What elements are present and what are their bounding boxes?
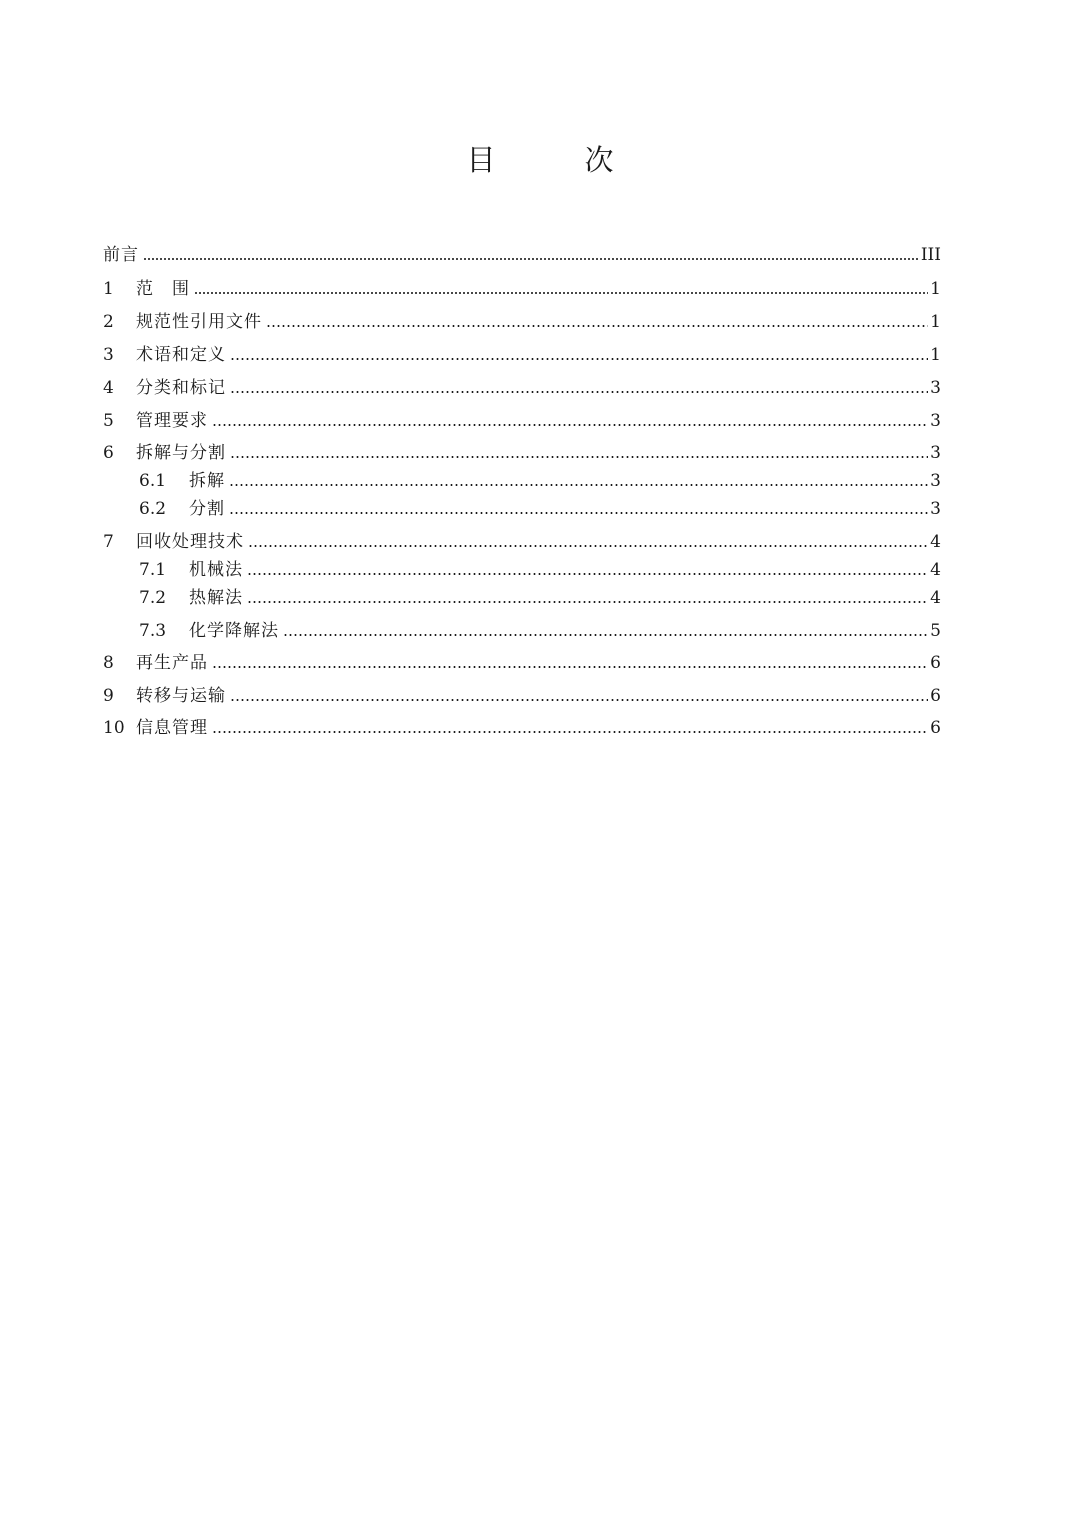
toc-entry-number: 7.3 bbox=[139, 621, 167, 641]
toc-entry-9[interactable] bbox=[103, 681, 941, 711]
dot-leader bbox=[230, 699, 928, 701]
toc-entry-title: 前言 bbox=[103, 245, 139, 265]
dot-leader bbox=[230, 358, 928, 360]
toc-entry-page: 1 bbox=[930, 279, 941, 299]
dot-leader bbox=[194, 292, 928, 294]
toc-entry-2[interactable] bbox=[103, 307, 941, 337]
toc-entry-title: 再生产品 bbox=[136, 653, 208, 673]
dot-leader bbox=[229, 512, 928, 514]
toc-entry-number: 2 bbox=[103, 312, 114, 332]
toc-entry-page: 4 bbox=[930, 588, 941, 608]
toc-entry-number: 6 bbox=[103, 443, 114, 463]
toc-entry-page: 1 bbox=[930, 345, 941, 365]
toc-entry-8[interactable] bbox=[103, 648, 941, 678]
toc-entry-number: 10 bbox=[103, 718, 125, 738]
toc-entry-page: 6 bbox=[930, 653, 941, 673]
toc-entry-title: 拆解与分割 bbox=[136, 443, 226, 463]
toc-entry-page: 3 bbox=[930, 443, 941, 463]
toc-entry-page: 4 bbox=[930, 532, 941, 552]
toc-entry-foreword[interactable] bbox=[103, 240, 941, 270]
dot-leader bbox=[143, 258, 919, 260]
toc-entry-title: 信息管理 bbox=[136, 718, 208, 738]
toc-entry-page: 6 bbox=[930, 686, 941, 706]
toc-entry-page: 3 bbox=[930, 499, 941, 519]
toc-entry-number: 7.2 bbox=[139, 588, 167, 608]
toc-entry-title: 分割 bbox=[189, 499, 225, 519]
dot-leader bbox=[283, 634, 928, 636]
toc-entry-number: 3 bbox=[103, 345, 114, 365]
toc-entry-number: 4 bbox=[103, 378, 114, 398]
toc-entry-title: 拆解 bbox=[189, 471, 225, 491]
toc-entry-page: 6 bbox=[930, 718, 941, 738]
toc-entry-title: 术语和定义 bbox=[136, 345, 226, 365]
toc-entry-6-1[interactable] bbox=[103, 466, 941, 496]
toc-entry-title: 回收处理技术 bbox=[136, 532, 244, 552]
toc-entry-7-1[interactable] bbox=[103, 555, 941, 585]
toc-entry-page: 4 bbox=[930, 560, 941, 580]
toc-entry-page: 5 bbox=[930, 621, 941, 641]
dot-leader bbox=[247, 573, 928, 575]
toc-entry-3[interactable] bbox=[103, 340, 941, 370]
dot-leader bbox=[229, 484, 928, 486]
toc-entry-number: 6.2 bbox=[139, 499, 167, 519]
toc-entry-6-2[interactable] bbox=[103, 494, 941, 524]
toc-entry-7-2[interactable] bbox=[103, 583, 941, 613]
dot-leader bbox=[247, 601, 928, 603]
toc-entry-7[interactable] bbox=[103, 527, 941, 557]
toc-entry-number: 7 bbox=[103, 532, 114, 552]
toc-entry-title: 化学降解法 bbox=[189, 621, 279, 641]
toc-entry-number: 9 bbox=[103, 686, 114, 706]
toc-entry-page: III bbox=[920, 245, 941, 265]
toc-entry-title: 转移与运输 bbox=[136, 686, 226, 706]
toc-entry-number: 7.1 bbox=[139, 560, 167, 580]
toc-entry-title: 规范性引用文件 bbox=[136, 312, 262, 332]
toc-entry-number: 1 bbox=[103, 279, 114, 299]
toc-entry-page: 3 bbox=[930, 471, 941, 491]
toc-entry-1[interactable] bbox=[103, 274, 941, 304]
dot-leader bbox=[212, 424, 928, 426]
dot-leader bbox=[248, 545, 928, 547]
toc-entry-title: 分类和标记 bbox=[136, 378, 226, 398]
toc-entry-6[interactable] bbox=[103, 438, 941, 468]
toc-entry-page: 1 bbox=[930, 312, 941, 332]
toc-entry-title: 机械法 bbox=[189, 560, 243, 580]
toc-entry-title: 热解法 bbox=[189, 588, 243, 608]
toc-entry-number: 5 bbox=[103, 411, 114, 431]
toc-entry-number: 8 bbox=[103, 653, 114, 673]
toc-entry-4[interactable] bbox=[103, 373, 941, 403]
toc-entry-page: 3 bbox=[930, 411, 941, 431]
dot-leader bbox=[230, 456, 928, 458]
dot-leader bbox=[266, 325, 928, 327]
toc-entry-title: 管理要求 bbox=[136, 411, 208, 431]
toc-entry-number: 6.1 bbox=[139, 471, 167, 491]
toc-entry-7-3[interactable] bbox=[103, 616, 941, 646]
toc-entry-5[interactable] bbox=[103, 406, 941, 436]
toc-entry-title: 范 围 bbox=[136, 279, 190, 299]
toc-entry-page: 3 bbox=[930, 378, 941, 398]
dot-leader bbox=[212, 666, 928, 668]
dot-leader bbox=[212, 731, 928, 733]
page-title: 目 次 bbox=[466, 143, 644, 177]
dot-leader bbox=[230, 391, 928, 393]
toc-entry-10[interactable] bbox=[103, 713, 941, 743]
